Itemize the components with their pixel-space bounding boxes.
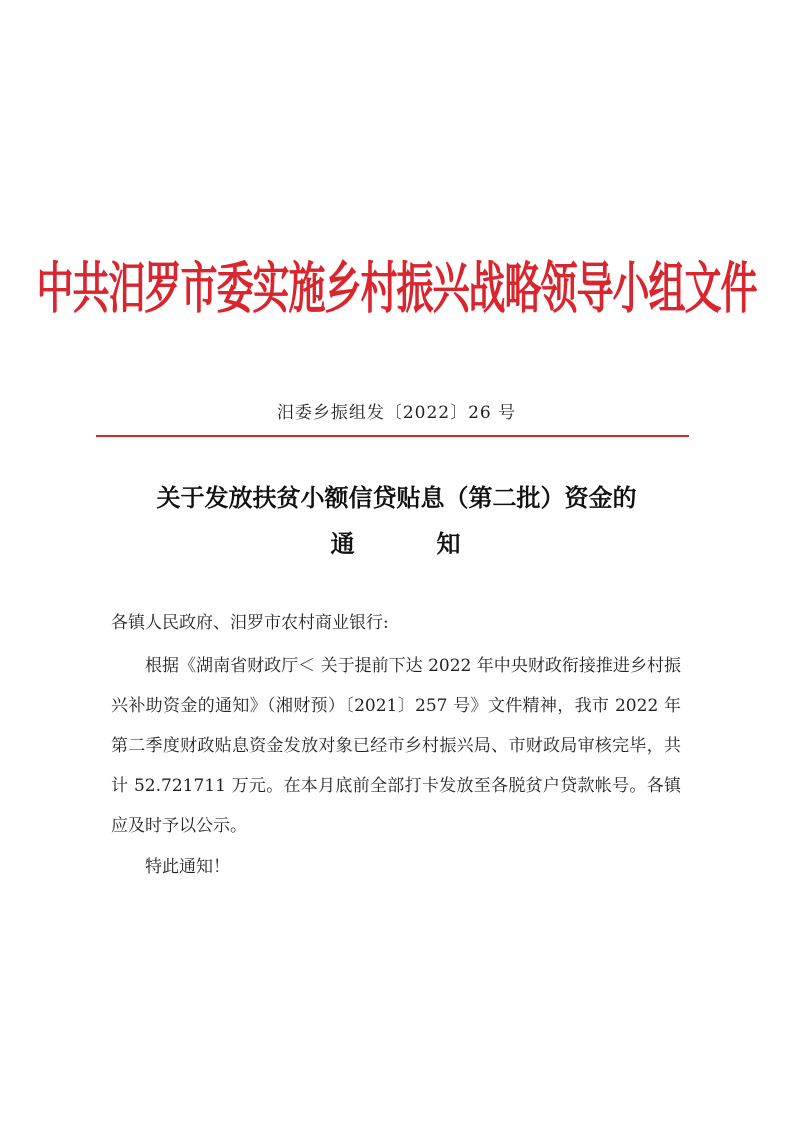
header-divider <box>96 435 689 437</box>
body-paragraph: 根据《湖南省财政厅＜ 关于提前下达 2022 年中央财政衔接推进乡村振兴补助资金的通知》（湘财预）〔2021〕257 号》文件精神，我市 2022 年第二季度财政贴息资金发放对象已经市乡村振兴局、市财政局审核完毕，共计 52.721711 万元。在本月底前全部打卡发放至各脱贫户贷款帐号。各镇应及时予以公示。 <box>111 656 681 836</box>
notice-title-char-2: 知 <box>436 529 463 558</box>
closing-line: 特此通知！ <box>145 857 230 877</box>
notice-title-second-line <box>0 524 793 559</box>
salutation: 各镇人民政府、汨罗市农村商业银行: <box>111 613 389 633</box>
notice-body <box>111 608 681 882</box>
notice-title: 关于发放扶贫小额信贷贴息（第二批）资金的 <box>156 483 637 512</box>
notice-title-char-1: 通 <box>330 529 357 558</box>
org-header-title: 中共汨罗市委实施乡村振兴战略领导小组文件 <box>36 255 757 321</box>
document-number: 汨委乡振组发〔2022〕26 号 <box>276 403 517 423</box>
